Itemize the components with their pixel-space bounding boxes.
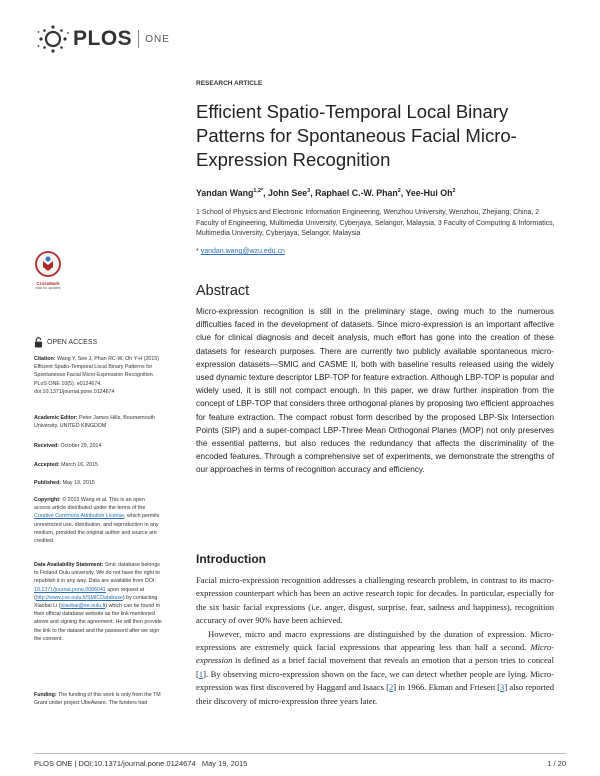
author-name[interactable]: , Yee-Hui Oh	[400, 188, 453, 198]
editor-block	[34, 414, 162, 430]
italic-term: Micro-expression	[196, 642, 554, 666]
abstract-text: Micro-expression recognition is still in the preliminary stage, owing much to the numerous difficulties faced in the development of datasets. Since micro-expression is an important affective clue for clinical diagnosis and deceit analysis, much effort has gone into the creation of these datasets for research purposes. There are currently two publicly available spontaneous micro-expression datasets—SMIC and CASME II, both with baseline results released using the widely used dynamic texture descriptor LBP-TOP for feature extraction. Although LBP-TOP is popular and widely used, it is still not compact enough. In this paper, we draw further inspiration from the concept of LBP-TOP that considers three orthogonal planes by proposing two efficient approaches for feature extraction. The compact robust form described by the proposed LBP-Six Intersection Points (SIP) and a super-compact LBP-Three Mean Orthogonal Planes (MOP) not only preserves the essential patterns, but also reduces the redundancy that affects the discriminality of the encoded features. Through a comprehensive set of experiments, we demonstrate the strengths of our approaches in terms of recognition accuracy and efficiency.	[196, 307, 554, 475]
funding-text: The funding of this work is only from the TM Grant under project UbeAware. The funders had	[34, 692, 161, 707]
reference-link[interactable]: 2	[388, 682, 394, 693]
received-block	[34, 442, 162, 450]
copyright-text: , which permits unrestricted use, distribution, and reproduction in any medium, provided the original author and source are credited.	[34, 513, 160, 545]
data-availability-text: Smic database belongs to Finland Oulu university. We do not have the right to republish it in any way. Data are available from DOI:	[34, 562, 160, 585]
accepted-block	[34, 461, 162, 469]
accepted-label: Accepted:	[34, 462, 60, 468]
citation-block	[34, 355, 162, 396]
crossmark-sublabel: click for updates	[35, 286, 61, 290]
open-access-label: OPEN ACCESS	[47, 339, 98, 346]
corresponding-email	[196, 248, 285, 255]
paragraph-text: ]. By observing micro-expression shown on the face, we can detect whether people are lying. Micro-expression was first discovered by Haggard and Isaacs [	[196, 668, 554, 693]
citation-text: Wang Y, See J, Phan RC-W, Oh Y-H (2015) Efficient Spatio-Temporal Local Binary Patterns for Spontaneous Facial Micro-Expression Recognition. PLoS ONE 10(5): e0124674. doi:10.1371/journal.pone.0124674	[34, 356, 160, 395]
author-affiliation-sup: 2	[452, 188, 456, 195]
logo-divider	[138, 30, 139, 48]
crossmark-label: CrossMark	[36, 281, 60, 286]
author-affiliation-sup: 3	[307, 188, 311, 195]
data-availability-text: upon request at (	[34, 586, 145, 601]
funding-block	[34, 691, 162, 707]
received-label: Received:	[34, 443, 60, 449]
copyright-label: Copyright:	[34, 497, 61, 503]
received-date: October 29, 2014	[60, 443, 102, 449]
data-availability-text: ) which can be found in their official database website as the link mentioned above and signing the agreement. He will then provide the link to the dataset and the password after we sign the consent.	[34, 603, 162, 642]
brand-name: PLOS	[73, 27, 133, 50]
paragraph-text: ] also reported their discovery of micro-expression three years later.	[196, 682, 554, 706]
affiliations: 1 School of Physics and Electronic Information Engineering, Wenzhou University, Wenzhou, Zhejiang, China, 2 Faculty of Engineering, Multimedia University, Cyberjaya, Selangor, Malaysia, 3 Faculty of Computing & Informatics, Multimedia University, Cyberjaya, Selangor, Malaysia	[196, 209, 555, 237]
footer-citation: PLOS ONE | DOI:10.1371/journal.pone.0124674 May 19, 2015	[34, 759, 248, 768]
author-name[interactable]: , John See	[263, 188, 308, 198]
abstract-heading: Abstract	[196, 283, 250, 299]
published-label: Published:	[34, 480, 62, 486]
footer-divider	[34, 753, 566, 754]
database-url-link[interactable]: http://www.cse.oulu.fi/SMICDatabase	[35, 594, 123, 601]
unlock-icon	[34, 337, 43, 348]
plos-one-logo[interactable]	[37, 24, 170, 54]
data-availability-block	[34, 561, 162, 643]
paragraph-text: ] in 1966. Ekman and Friesen [	[393, 682, 501, 693]
introduction-paragraph: Facial micro-expression recognition addresses a challenging research problem, in contrast to its macro-expression counterpart which has been an active research topic for decades. In particular, especially for the six basic facial expressions (i.e. anger, disgust, surprise, fear, sadness and happiness), recognition accuracy of over 90% have been achieved.	[196, 575, 554, 626]
data-doi-link[interactable]: 10.1371/journal.pone.0086041	[34, 586, 106, 593]
introduction-heading: Introduction	[196, 552, 266, 566]
author-name[interactable]: , Raphael C.-W. Phan	[310, 188, 398, 198]
paragraph-text: However, micro and macro expressions are distinguished by the duration of expression. Micro-expressions are extremely quick facial expressions that appearing less than half a second.	[196, 628, 554, 653]
copyright-block	[34, 496, 162, 545]
reference-link[interactable]: 1	[198, 668, 204, 679]
editor-text: Peter James Hills, Bournemouth University, UNITED KINGDOM	[34, 415, 156, 430]
citation-label: Citation:	[34, 356, 56, 362]
article-title: Efficient Spatio-Temporal Local Binary Patterns for Spontaneous Facial Micro-Expression Recognition	[196, 101, 517, 170]
author-affiliation-sup: 2	[397, 188, 401, 195]
license-link[interactable]: Creative Commons Attribution License	[34, 513, 125, 520]
reference-link[interactable]: 3	[500, 682, 505, 693]
published-date: May 19, 2015	[62, 480, 95, 486]
introduction-body	[196, 574, 554, 708]
paragraph-text: is defined as a brief facial movement that reveals an emotion that a person tries to conceal [	[196, 655, 554, 679]
plos-dots-icon	[37, 24, 71, 54]
crossmark-badge[interactable]	[34, 250, 62, 290]
accepted-date: March 16, 2015	[61, 462, 98, 468]
open-access-badge	[34, 337, 97, 348]
article-type: RESEARCH ARTICLE	[196, 80, 263, 87]
email-marker: *	[196, 248, 199, 255]
editor-label: Academic Editor:	[34, 415, 78, 421]
author-affiliation-sup: 1,2	[253, 188, 262, 195]
copyright-text: © 2015 Wang et al. This is an open access article distributed under the terms of the	[34, 497, 146, 512]
author-list	[196, 188, 456, 198]
data-availability-text: ) by contacting Xiaobai Li (	[34, 594, 158, 610]
funding-label: Funding:	[34, 692, 57, 698]
crossmark-icon	[34, 250, 62, 278]
contact-email-link[interactable]: lxiaobai@ee.oulu.fi	[60, 603, 106, 610]
data-availability-label: Data Availability Statement:	[34, 562, 104, 568]
corresponding-mark: *	[261, 188, 264, 195]
published-block	[34, 479, 162, 487]
author-name[interactable]: Yandan Wang	[196, 188, 254, 198]
introduction-paragraph	[196, 628, 554, 708]
email-link[interactable]: yandan.wang@wzu.edu.cn	[200, 248, 285, 255]
page-number: 1 / 20	[547, 759, 566, 768]
journal-name: ONE	[145, 33, 170, 45]
